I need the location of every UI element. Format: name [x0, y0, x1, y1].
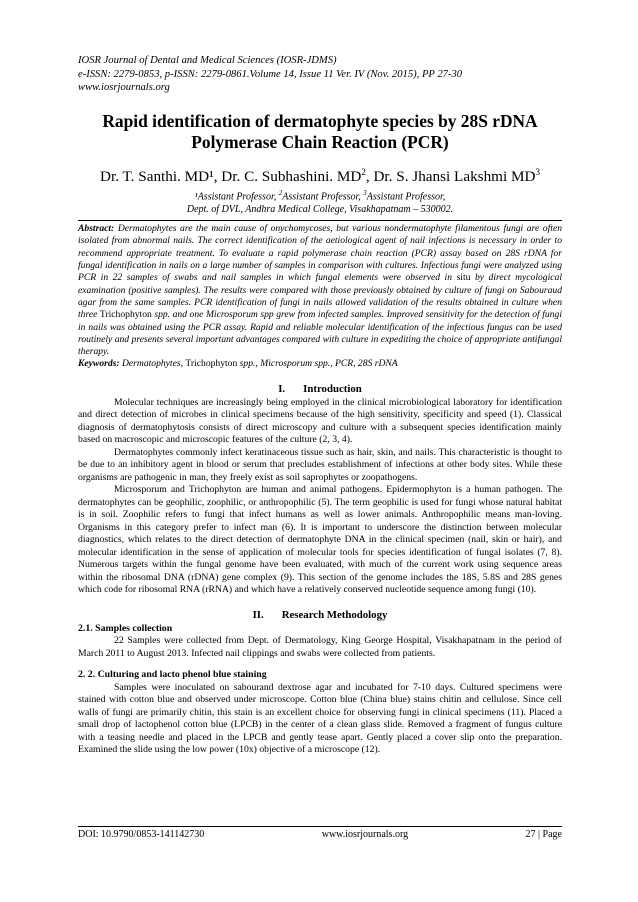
abstract — [78, 223, 562, 358]
footer-doi: DOI: 10.9790/0853-141142730 — [78, 829, 205, 840]
keywords — [78, 358, 562, 370]
journal-website: www.iosrjournals.org — [78, 82, 170, 94]
abstract-label: Abstract: — [78, 223, 115, 235]
section-1-number: I. — [278, 382, 286, 395]
methods-paragraph-2: Samples were inoculated on sabourand dextrose agar and incubated for 7-10 days. Cultured specimens were stained with cotton blue and observed under microscope. Cotton blue (China blue) stains chitin and cellulose. Since cell walls of fungi are primarily chitin, this stain is an excellent choice for observing fungi in clinical specimens (11). Placed a small drop of lactophenol cotton blue (LPCB) in the center of a clean glass slide. Removed a fragment of fungus culture with a teasing needle and placed in the LPCB and gently tease apart. Gently placed a cover slip onto the preparation. Examined the slide using the low power (10x) objective of a microscope (12). — [78, 681, 562, 756]
keywords-trichophyton: Trichophyton — [185, 358, 238, 370]
journal-name: IOSR Journal of Dental and Medical Sciences (IOSR-JDMS) — [78, 55, 337, 66]
paper-title — [78, 111, 562, 153]
affiliation-line-2: Dept. of DVL, Andhra Medical College, Visakhapatnam – 530002. — [186, 204, 454, 216]
keywords-label: Keywords: — [78, 358, 120, 370]
intro-paragraph-2: Dermatophytes commonly infect keratinaceous tissue such as hair, skin, and nails. This characteristic is thought to be due to an inhibitory agent in blood or serum that precludes establishment of infections at other body sites. While these organisms are pathogenic in man, they freely exist as soil saprophytes or zoopathogens. — [78, 446, 562, 483]
abstract-text-3: spp. and one Microsporum spp grew from infected samples. Improved sensitivity for the detection of fungi in nails was obtained using the PCR assay. Rapid and reliable molecular identification of the infectious fungus can be used routinely and presents several important advantages compared with culture in expediting the choice of appropriate antifungal therapy. — [78, 309, 562, 358]
intro-paragraph-1: Molecular techniques are increasingly being employed in the clinical microbiological laboratory for identification and direct detection of microbes in clinical specimens because of the high sensitivity, specificity and speed (1). Classical diagnosis of dermatophytosis consists of direct microscopy and culture with a subsequent species identification mainly based on macroscopic and microscopic features of the culture (2, 3, 4). — [78, 396, 562, 446]
paper-page — [78, 54, 562, 757]
abstract-text-1: Dermatophytes are the main cause of onychomycoses, but various nondermatophyte filamentous fungi are often isolated from abnormal nails. The correct identification of the aetiological agent of nail infections is necessary in order to recommend appropriate treatment. To evaluate a rapid polymerase chain reaction (PCR) assay based on 28S rDNA for fungal identification in nails on a large number of samples in comparison with cultures. Infectious fungi were analyzed using PCR in 22 samples of swabs and nail samples in which fungal elements were observed in — [78, 223, 562, 284]
footer-page-number: 27 | Page — [525, 829, 562, 840]
abstract-trichophyton: Trichophyton — [99, 309, 152, 321]
affil-sup-2: 2 — [278, 188, 283, 197]
affiliation-line-1 — [78, 187, 562, 203]
affil-part-1: ¹Assistant Professor, — [194, 191, 279, 203]
section-1-body — [78, 397, 562, 597]
page-footer — [78, 829, 562, 840]
subsection-2-2-body — [78, 682, 562, 757]
affil-part-3: Assistant Professor, — [366, 191, 446, 203]
section-2-number: II. — [252, 608, 264, 621]
affil-sup-3: 3 — [363, 188, 367, 197]
subsection-2-2-title: 2. 2. Culturing and lacto phenol blue staining — [78, 669, 267, 681]
journal-header — [78, 54, 562, 95]
author-2: , Dr. S. Jhansi Lakshmi MD — [365, 167, 536, 185]
affil-part-2: Assistant Professor, — [282, 191, 364, 203]
abstract-situ: situ — [456, 272, 471, 284]
title-line-1: Rapid identification of dermatophyte species by 28S rDNA — [102, 110, 538, 131]
section-1-heading — [78, 383, 562, 395]
keywords-text-2: spp., Microsporum spp., PCR, 28S rDNA — [237, 358, 398, 370]
keywords-text-1: Dermatophytes, — [119, 358, 186, 370]
section-1-title: Introduction — [303, 382, 362, 395]
footer-website: www.iosrjournals.org — [321, 829, 409, 840]
subsection-2-1-body — [78, 635, 562, 660]
abstract-divider — [78, 220, 562, 221]
journal-issn: e-ISSN: 2279-0853, p-ISSN: 2279-0861.Volume 14, Issue 11 Ver. IV (Nov. 2015), PP 27-30 — [78, 68, 463, 80]
title-line-2: Polymerase Chain Reaction (PCR) — [191, 131, 449, 152]
intro-paragraph-3: Microsporum and Trichophyton are human and animal pathogens. Epidermophyton is a human pathogen. The dermatophytes can be geophilic, zoophilic, or anthropophilic (5). The term geophilic is used for fungi whose natural habitat is in soil. Zoophilic refers to fungi that infect humans as well as lower animals. Anthropophilic means man-loving. Organisms in this category prefer to infect man (6). It is important to underscore the distinction between molecular diagnostics, which relates to the direct detection of dermatophyte DNA in the clinical specimen (nail, skin or hair), and molecular identification in the sense of application of molecular tools for species identification of fungal isolates (7, 8). Numerous targets within the fungal genome have been evaluated, with much of the current work using sequence areas within the ribosomal DNA (rDNA) gene complex (9). This section of the genome includes the 18S, 5.8S and 28S genes which code for ribosomal RNA (rRNA) and which have a relatively conserved nucleotide sequence among fungi (10). — [78, 484, 562, 596]
footer-divider — [78, 826, 562, 827]
section-2-heading — [78, 609, 562, 621]
author-1: Dr. T. Santhi. MD¹, Dr. C. Subhashini. MD — [100, 167, 362, 185]
author-list — [78, 163, 562, 186]
author-1-sup: 2 — [361, 166, 366, 177]
subsection-2-1-title: 2.1. Samples collection — [78, 622, 173, 634]
abstract-text-2: by direct mycological examination (positive samples). The results were compared with those previously obtained by culture of fungi on Sabouraud agar from the same samples. PCR identification of fungi in nails allowed validation of the results obtained in culture when three — [78, 272, 562, 321]
methods-paragraph-1: 22 Samples were collected from Dept. of Dermatology, King George Hospital, Visakhapatnam in the period of March 2011 to August 2013. Infected nail clippings and swabs were collected from patients. — [78, 635, 562, 659]
author-2-sup: 3 — [535, 166, 540, 177]
section-2-title: Research Methodology — [281, 608, 388, 621]
affiliation — [78, 187, 562, 216]
